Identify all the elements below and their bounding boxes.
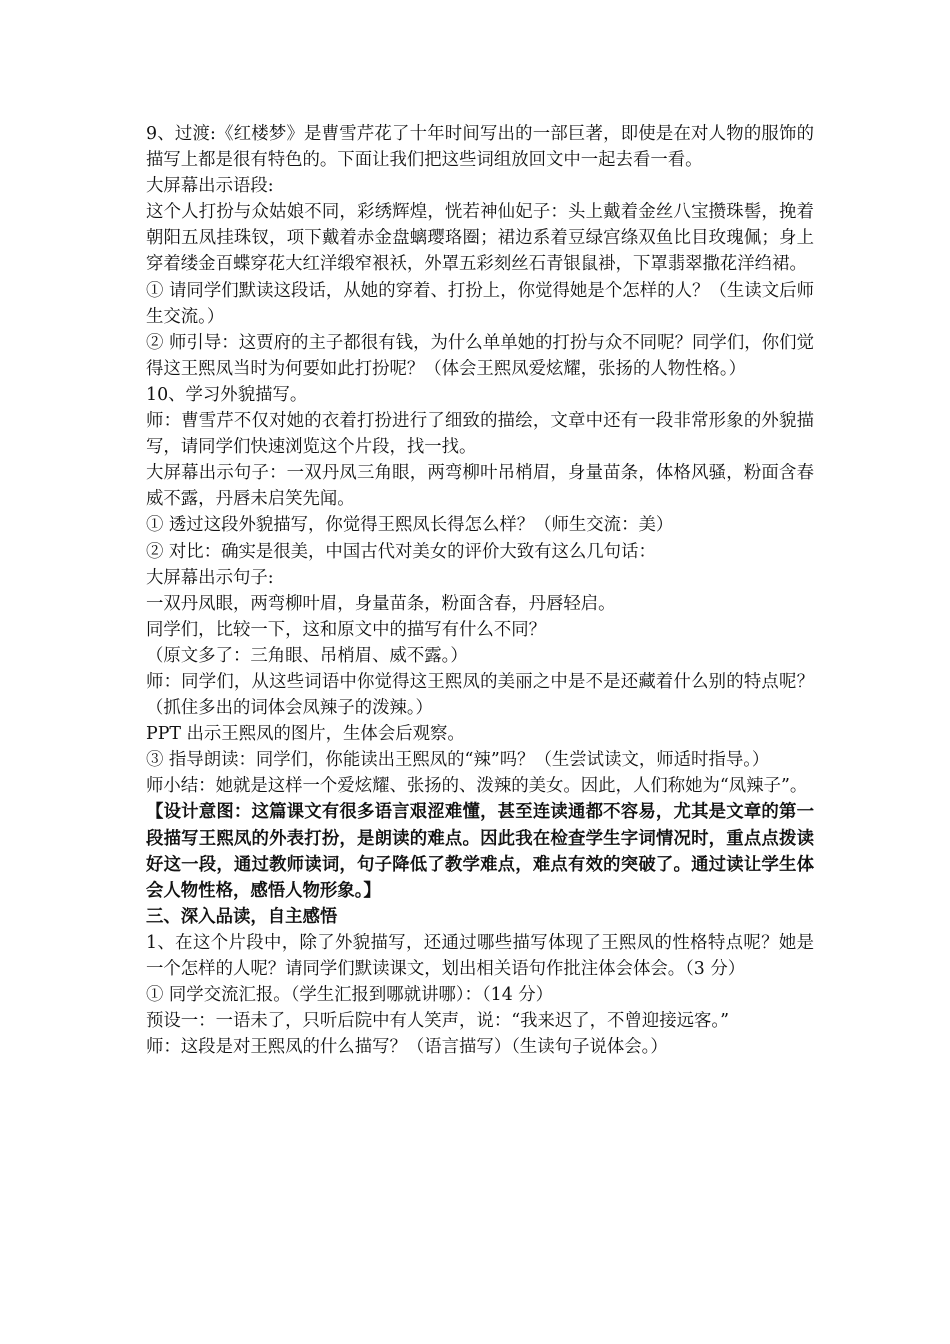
paragraph-section-task: 1、在这个片段中，除了外貌描写，还通过哪些描写体现了王熙凤的性格特点呢？她是一个怎样的人呢？请同学们默读课文，划出相关语句作批注体会体会。（3 分）	[146, 932, 814, 979]
paragraph-hidden-trait: 师：同学们，从这些词语中你觉得这王熙凤的美丽之中是不是还藏着什么别的特点呢？（抓住多出的词体会凤辣子的泼辣。）	[146, 671, 814, 719]
document-body	[146, 121, 814, 1060]
paragraph-preset-one: 预设一：一语未了，只听后院中有人笑声，说：“我来迟了，不曾迎接远客。”	[146, 1011, 729, 1032]
paragraph-beauty-standard: 一双丹凤眼，两弯柳叶眉，身量苗条，粉面含春，丹唇轻启。	[146, 593, 616, 614]
paragraph-costume-passage: 这个人打扮与众姑娘不同，彩绣辉煌，恍若神仙妃子：头上戴着金丝八宝攒珠髻，挽着朝阳五凤挂珠钗，项下戴着赤金盘螭璎珞圈；裙边系着豆绿宫绦双鱼比目玫瑰佩；身上穿着缕金百蝶穿花大红洋缎窄裉袄，外罩五彩刻丝石青银鼠褂，下罩翡翠撒花洋绉裙。	[146, 202, 814, 275]
paragraph-student-report: ① 同学交流汇报。（学生汇报到哪就讲哪）：（14 分）	[146, 985, 554, 1006]
paragraph-teacher-summary: 师小结：她就是这样一个爱炫耀、张扬的、泼辣的美女。因此，人们称她为“凤辣子”。	[146, 776, 808, 797]
paragraph-compare-answer: （原文多了：三角眼、吊梢眉、威不露。）	[146, 645, 468, 666]
paragraph-compare-question: 同学们，比较一下，这和原文中的描写有什么不同？	[146, 619, 546, 640]
paragraph-reading-guide: ③ 指导朗读：同学们，你能读出王熙凤的“辣”吗？（生尝试读文，师适时指导。）	[146, 750, 770, 771]
paragraph-appearance-sentence: 大屏幕出示句子：一双丹凤三角眼，两弯柳叶吊梢眉，身量苗条，体格风骚，粉面含春威不露，丹唇未启笑先闻。	[146, 463, 814, 510]
paragraph-ppt: PPT 出示王熙凤的图片，生体会后观察。	[146, 724, 465, 745]
paragraph-teacher-question: 师：这段是对王熙凤的什么描写？（语言描写）（生读句子说体会。）	[146, 1037, 668, 1058]
paragraph-step-10: 10、学习外貌描写。	[146, 384, 308, 405]
paragraph-question-2: ② 师引导：这贾府的主子都很有钱，为什么单单她的打扮与众不同呢？同学们，你们觉得这王熙凤当时为何要如此打扮呢？（体会王熙凤爱炫耀，张扬的人物性格。）	[146, 332, 814, 379]
paragraph-comparison: ② 对比：确实是很美，中国古代对美女的评价大致有这么几句话：	[146, 541, 656, 562]
paragraph-question-1: ① 请同学们默读这段话，从她的穿着、打扮上，你觉得她是个怎样的人？（生读文后师生交流。）	[146, 280, 814, 327]
paragraph-screen-passage-label: 大屏幕出示语段:	[146, 176, 274, 197]
paragraph-appearance-question: ① 透过这段外貌描写，你觉得王熙凤长得怎么样？（师生交流：美）	[146, 515, 674, 536]
paragraph-screen-sentence-label: 大屏幕出示句子:	[146, 567, 274, 588]
section-heading: 三、深入品读，自主感悟	[146, 906, 338, 927]
paragraph-teacher-intro: 师：曹雪芹不仅对她的衣着打扮进行了细致的描绘，文章中还有一段非常形象的外貌描写，请同学们快速浏览这个片段，找一找。	[146, 411, 814, 458]
paragraph-design-intent: 【设计意图：这篇课文有很多语言艰涩难懂，甚至连读通都不容易，尤其是文章的第一段描写王熙凤的外表打扮，是朗读的难点。因此我在检查学生字词情况时，重点点拨读好这一段，通过教师读词，句子降低了教学难点，难点有效的突破了。通过读让学生体会人物性格，感悟人物形象。】	[146, 802, 814, 901]
paragraph-transition: 9、过渡:《红楼梦》是曹雪芹花了十年时间写出的一部巨著，即使是在对人物的服饰的描写上都是很有特色的。下面让我们把这些词组放回文中一起去看一看。	[146, 124, 814, 171]
